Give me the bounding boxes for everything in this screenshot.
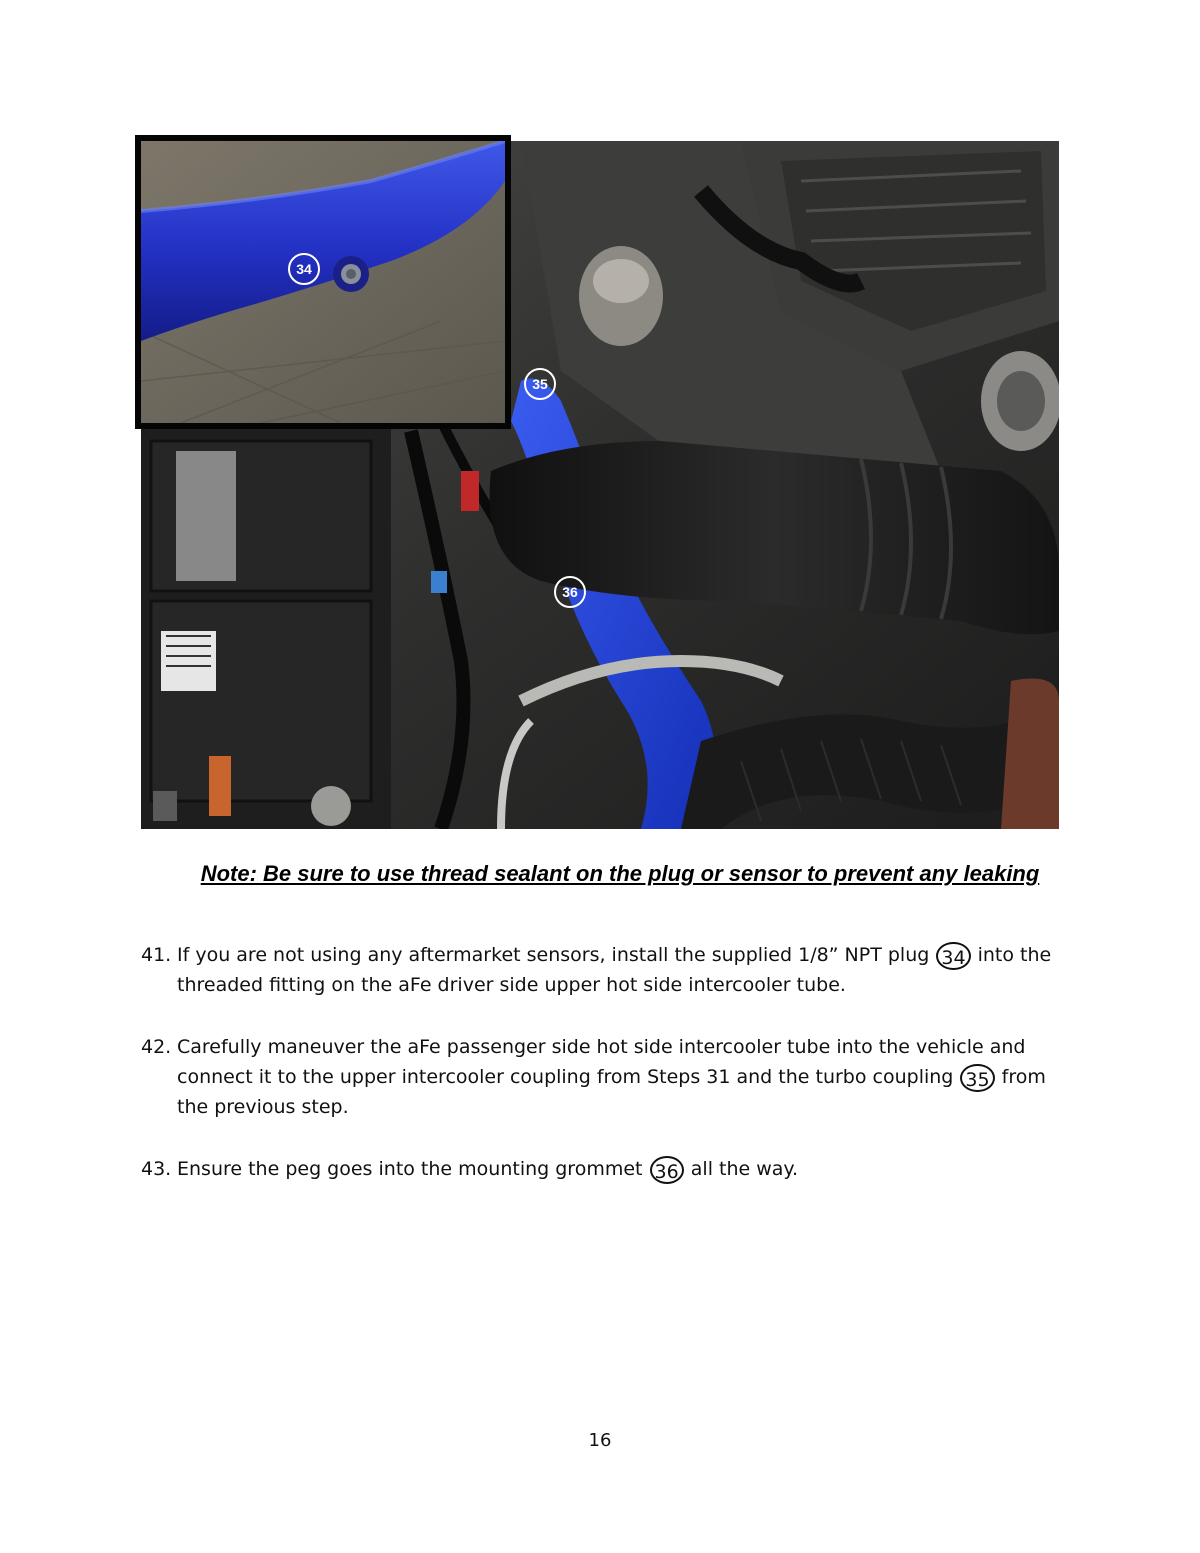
step-text-before: Carefully maneuver the aFe passenger side hot side intercooler tube into the vehicle and connect it to the upper intercooler coupling from Steps 31 and the turbo coupling bbox=[177, 1036, 1026, 1088]
part-ref-35: 35 bbox=[960, 1064, 994, 1092]
step-43 bbox=[141, 1154, 1061, 1184]
part-ref-34: 34 bbox=[936, 942, 970, 970]
step-text-before: If you are not using any aftermarket sensors, install the supplied 1/8” NPT plug bbox=[177, 944, 930, 966]
step-text-before: Ensure the peg goes into the mounting grommet bbox=[177, 1158, 643, 1180]
inset-closeup-illustration bbox=[141, 141, 505, 423]
callout-34-label: 34 bbox=[296, 261, 312, 277]
callout-36-label: 36 bbox=[562, 584, 578, 600]
part-ref-36: 36 bbox=[650, 1156, 684, 1184]
step-number: 42. bbox=[141, 1036, 172, 1058]
step-text-after: into the threaded fitting on the aFe driver side upper hot side intercooler tube. bbox=[177, 944, 1052, 996]
callout-36 bbox=[554, 576, 586, 608]
step-number: 43. bbox=[141, 1158, 172, 1180]
step-41 bbox=[141, 940, 1061, 1000]
step-text-after: all the way. bbox=[690, 1158, 798, 1180]
step-42 bbox=[141, 1032, 1061, 1122]
callout-34 bbox=[288, 253, 320, 285]
step-number: 41. bbox=[141, 944, 172, 966]
page-number: 16 bbox=[588, 1430, 612, 1451]
instruction-steps bbox=[141, 940, 1061, 1216]
callout-35-label: 35 bbox=[532, 376, 548, 392]
thread-sealant-note: Note: Be sure to use thread sealant on the plug or sensor to prevent any leaking bbox=[200, 861, 1040, 886]
callout-35 bbox=[524, 368, 556, 400]
inset-closeup-photo bbox=[135, 135, 511, 429]
step-text-after: from the previous step. bbox=[177, 1066, 1046, 1118]
